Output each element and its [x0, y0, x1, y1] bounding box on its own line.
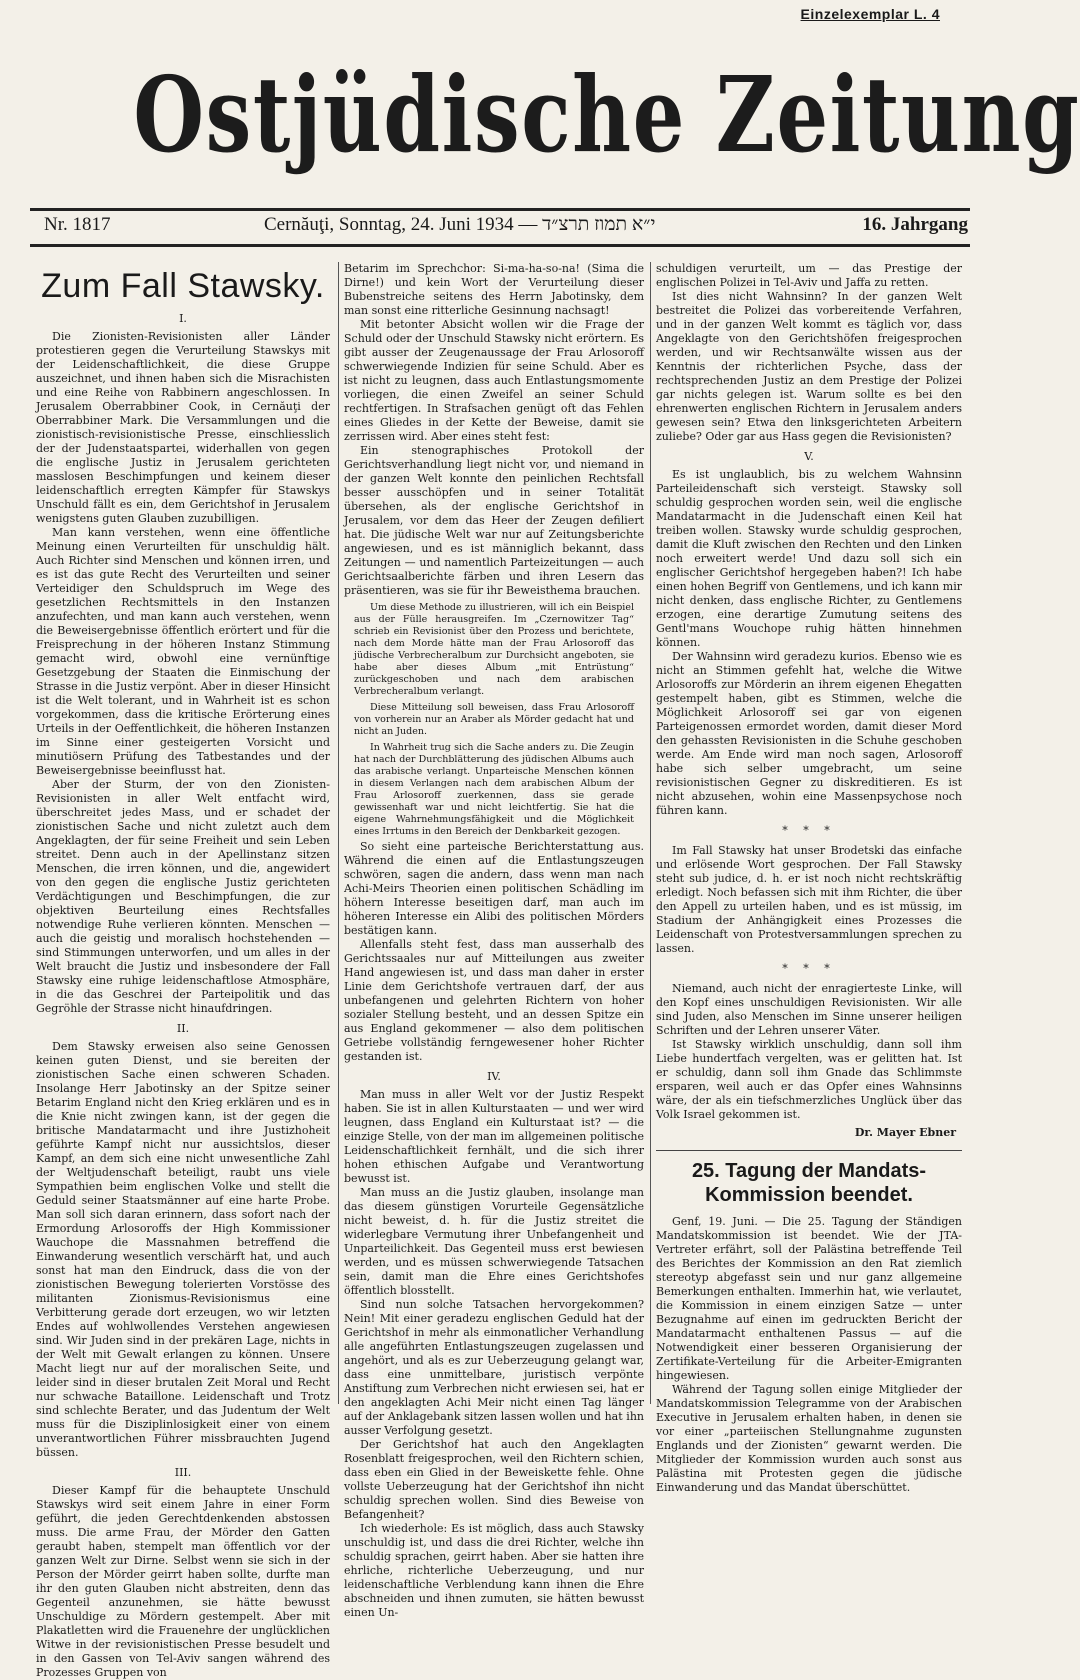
paragraph: Ein stenographisches Protokoll der Gerichtsverhandlung liegt nicht vor, und niemand in der ganzen Welt konnte den peinlichen Rechtsfall besser ausschöpfen und in seiner Totalität übersehen, als der englische Gerichtshof in Jerusalem, vor dem das Heer der Zeugen defiliert hat. Die jüdische Welt war nur auf Zeitungsberichte angewiesen, und es ist männiglich bekannt, dass Zeitungen — und namentlich Parteizeitungen — auch Gerichtsaalberichte färben und ihren Lesern das präsentieren, was sie für ihr Beweisthema brauchen.: [344, 444, 644, 597]
column-1: [36, 262, 330, 1679]
column-divider: [338, 262, 339, 1404]
section-number: III.: [174, 1466, 192, 1479]
paragraph: Ist dies nicht Wahnsinn? In der ganzen Welt bestreitet die Polizei das vorbereitende Verfahren, und in der ganzen Welt kommt es täglich vor, dass Angeklagte von den Gerichtshöfen freigesprochen werden, und wir Rechtsanwälte wissen aus der Kenntnis der richterlichen Psyche, dass der rechtsprechenden Justiz an dem Prestige der Polizei gar nichts gelegen ist. Warum sollte es bei den ehrenwerten englischen Richtern in Jerusalem anders gewesen sein? Etwa den linksgerichteten Arbeitern zuliebe? Oder gar aus Hass gegen die Revisionisten?: [656, 290, 962, 443]
paragraph: Dieser Kampf für die behauptete Unschuld Stawskys wird seit einem Jahre in einer Form geführt, die jeden Gerechtdenkenden abstossen muss. Die arme Frau, der Mörder den Gatten geraubt haben, stempelt man öffentlich vor der ganzen Welt zur Dirne. Selbst wenn sie sich in der Person der Mörder geirrt haben sollte, durfte man ihr den guten Glauben nicht abstreiten, denn das Gegenteil anzunehmen, sie hätte bewusst Unschuldige zu Mördern gestempelt. Aber mit Plakatletten wird die Frauenehre der unglücklichen Witwe in der revisionistischen Presse besudelt und in den Gassen von Tel-Aviv sangen während des Prozesses Gruppen von: [36, 1484, 330, 1679]
paragraph: Im Fall Stawsky hat unser Brodetski das einfache und erlösende Wort gesprochen. Der Fall Stawsky steht sub judice, d. h. er ist noch nicht rechtskräftig erledigt. Noch befassen sich mit ihm Richter, die über den Appell zu urteilen haben, und es ist müssig, im Stadium der Anhängigkeit eines Prozesses die Leidenschaft von Protestversammlungen sprechen zu lassen.: [656, 844, 962, 955]
paragraph: So sieht eine parteische Berichterstattung aus. Während die einen auf die Entlastungszeugen schwören, sagen die andern, dass wenn man nach Achi-Meirs Theorien einen politischen Schädling im höhern Interesse beseitigen darf, man auch im höheren Interesse ein Alibi des politischen Mörders bestätigen kann.: [344, 840, 644, 937]
edition-label: Einzelexemplar L. 4: [800, 6, 940, 22]
masthead-title: Ostjüdische Zeitung: [133, 53, 1080, 176]
paragraph: Während der Tagung sollen einige Mitglieder der Mandatskommission Telegramme von der Arabischen Executive in Jerusalem erhalten haben, in denen sie vor einer „parteiischen Stellungnahme zugunsten Englands und der Zionisten“ gewarnt werden. Die Mitglieder der Kommission wurden auch sonst aus Palästina mit Protesten gegen die jüdische Einwanderung und das Mandat überschüttet.: [656, 1383, 962, 1494]
paragraph: Der Wahnsinn wird geradezu kurios. Ebenso wie es nicht an Stimmen gefehlt hat, welche die Witwe Arlosoroffs zur Mörderin an ihrem eigenen Ehegatten gestempelt haben, gibt es Stimmen, welche die Möglichkeit Arlosoroff sei gar von eigenen Parteigenossen ermordet worden, damit dieser Mord den gehassten Revisionisten in die Schuhe geschoben werde. Am Ende wird man noch sagen, Arlosoroff habe sich selber umgebracht, um seine revisionistischen Gegner zu diskreditieren. Es ist nicht abzusehen, wohin eine Massenpsychose noch führen kann.: [656, 650, 962, 817]
paragraph-small: Diese Mitteilung soll beweisen, dass Frau Arlosoroff von vorherein nur an Araber als Mörder gedacht hat und nicht an Juden.: [354, 702, 634, 737]
paragraph: Man muss an die Justiz glauben, insolange man das diesem günstigen Vorurteile Gegensätzliche nicht beweist, d. h. für die Justiz streitet die widerlegbare Vermutung ihrer Unbefangenheit und Unparteilichkeit. Das Gegenteil muss erst bewiesen werden, und es müssen schwerwiegende Tatsachen sein, damit man die Ehre eines Gerichtshofes öffentlich blosstellt.: [344, 1186, 644, 1297]
section-number: I.: [179, 312, 187, 325]
place-date: Cernăuţi, Sonntag, 24. Juni 1934 — י״א תמוז תרצ״ד: [264, 214, 656, 235]
paragraph: Allenfalls steht fest, dass man ausserhalb des Gerichtssaales nur auf Mitteilungen aus zweiter Hand angewiesen ist, und dass man daher in erster Linie dem Gerichtshofe vertrauen darf, der aus unbefangenen und gelehrten Richtern von hoher sozialer Stellung besteht, und an dessen Spitze ein aus England gekommener — also dem politischen Getriebe vollständig ferngewesener hoher Richter gestanden ist.: [344, 938, 644, 1063]
masthead-rule-bottom: [30, 244, 970, 247]
volume-year: 16. Jahrgang: [862, 214, 968, 235]
paragraph: Es ist unglaublich, bis zu welchem Wahnsinn Parteileidenschaft sich versteigt. Stawsky soll schuldig gesprochen worden sein, weil die englische Mandatarmacht in die Judenschaft einen Keil hat treiben wollen. Stawsky wurde schuldig gesprochen, damit die Kluft zwischen den Rechten und den Linken noch erweitert werde! Und dazu soll sich ein englischer Gerichtshof hergegeben haben?! Ich habe einen hohen Begriff von Gentlemens, und ich kann mir nicht denken, dass englische Richter, zu Gentlemens erzogen, eine derartige Zumutung seitens des Gentl'mans Wouchope ruhig hätten hinnehmen können.: [656, 468, 962, 649]
separator-stars: * * *: [782, 962, 836, 975]
section-number: IV.: [487, 1070, 501, 1083]
paragraph-small: Um diese Methode zu illustrieren, will ich ein Beispiel aus der Fülle herausgreifen. Im „Czernowitzer Tag“ schrieb ein Revisionist über den Prozess und berichtete, nach dem Morde hätte man der Frau Arlosoroff das jüdische Verbrecheralbum zur Durchsicht angeboten, sie habe aber dieses Album „mit Entrüstung“ zurückgeschoben und nach dem arabischen Verbrecheralbum verlangt.: [354, 602, 634, 697]
article-divider: [656, 1150, 962, 1151]
issue-number: Nr. 1817: [44, 214, 111, 235]
paragraph: schuldigen verurteilt, um — das Prestige der englischen Polizei in Tel-Aviv und Jaffa zu retten.: [656, 262, 962, 289]
paragraph: Ist Stawsky wirklich unschuldig, dann soll ihm Liebe hundertfach vergelten, was er gelitten hat. Ist er schuldig, dann soll ihm Gnade das Schlimmste ersparen, weil auch er das Opfer eines Wahnsinns wäre, der als ein tiefschmerzliches Unglück über das Volk Israel gekommen ist.: [656, 1038, 962, 1121]
paragraph: Betarim im Sprechchor: Si-ma-ha-so-na! (Sima die Dirne!) und kein Wort der Verurteilung dieser Bubenstreiche seitens des Herrn Jabotinsky, dem man sonst eine ritterliche Gesinnung nachsagt!: [344, 262, 644, 317]
column-2: [344, 262, 644, 1619]
paragraph: Niemand, auch nicht der enragierteste Linke, will den Kopf eines unschuldigen Revisionisten. Wir alle sind Juden, also Menschen im Sinne unserer heiligen Schriften und der Lehren unserer Väter.: [656, 982, 962, 1037]
author-signature: Dr. Mayer Ebner: [854, 1126, 956, 1139]
paragraph: Der Gerichtshof hat auch den Angeklagten Rosenblatt freigesprochen, weil den Richtern schien, dass eben ein Glied in der Beweiskette fehle. Ohne vollste Ueberzeugung hat der Gerichtshof ihn nicht schuldig sprechen wollen. Sind dies Beweise von Befangenheit?: [344, 1438, 644, 1521]
paragraph-small: In Wahrheit trug sich die Sache anders zu. Die Zeugin hat nach der Durchblätterung des jüdischen Albums auch das arabische verlangt. Unparteische Menschen können in diesem Verlangen nach dem arabischen Album der Frau Arlosoroff zuerkennen, dass sie gerade gewissenhaft war und nicht leichtfertig. Sie hat die eigene Wahrnehmungsfähigkeit und die Möglichkeit eines Irrtums in den Bereich der Denkbarkeit gezogen.: [354, 742, 634, 837]
paragraph: Die Zionisten-Revisionisten aller Länder protestieren gegen die Verurteilung Stawskys mit der Leidenschaftlichkeit, die diese Gruppe auszeichnet, und ihnen haben sich die Misrachisten und eine Reihe von Rabbinern angeschlossen. In Jerusalem Oberrabbiner Cook, in Cernăuţi der Oberrabbiner Mark. Die Versammlungen und die zionistisch-revisionistische Presse, einschliesslich der der Judenstaatspartei, widerhallen von gegen die englische Justiz in Jerusalem gerichteten masslosen Beschimpfungen und keinem dieser leidenschaftlich erregten Kämpfer für Stawskys Unschuld fällt es ein, dem Gerichtshof in Jerusalem wenigstens guten Glauben zuzubilligen.: [36, 330, 330, 525]
paragraph: Man muss in aller Welt vor der Justiz Respekt haben. Sie ist in allen Kulturstaaten — und wer wird leugnen, dass England ein Kulturstaat ist? — die einzige Stelle, von der man im allgemeinen politische Leidenschaftlichkeit fernhält, und die sich ihrer hohen ethischen Aufgabe und Verantwortung bewusst ist.: [344, 1088, 644, 1185]
paragraph: Genf, 19. Juni. — Die 25. Tagung der Ständigen Mandatskommission ist beendet. Wie der JTA-Vertreter erfährt, soll der Palästina betreffende Teil des Berichtes der Kommission an den Rat ziemlich stereotyp abgefasst sein und nur ganz allgemeine Bemerkungen enthalten. Immerhin hat, wie verlautet, die Kommission in einem einzigen Satze — unter Bezugnahme auf einen im gedruckten Bericht der Mandatarmacht enthaltenen Passus — auf die Notwendigkeit einer besseren Organisierung der Zertifikate-Verteilung für die Arbeiter-Emigranten hingewiesen.: [656, 1215, 962, 1382]
separator-stars: * * *: [782, 824, 836, 837]
column-divider: [650, 262, 651, 1404]
section-number: II.: [176, 1022, 190, 1035]
paragraph: Dem Stawsky erweisen also seine Genossen keinen guten Dienst, und sie bereiten der zionistischen Sache einen schweren Schaden. Insolange Herr Jabotinsky an der Spitze seiner Betarim England nicht den Krieg erklären und es in die Knie nicht zwingen kann, ist der gegen die britische Mandatarmacht und ihre Justizhoheit geführte Kampf nicht nur aussichtslos, dieser Kampf, an dem sich eine nicht unwesentliche Zahl der Weltjudenschaft beteiligt, raubt uns viele Sympathien beim englischen Volke und stellt die Geduld seiner Staatsmänner auf eine harte Probe. Man soll sich daran erinnern, dass sofort nach der Ermordung Arlosoroffs der High Kommissioner Wauchope die Massnahmen betreffend die Einwanderung wesentlich verschärft hat, und auch sonst hat man den Eindruck, dass die von der zionistischen Bewegung tolerierten Vorstösse des militanten Zionismus-Revisionismus eine Verbitterung gerade dort erzeugen, wo wir letzten Endes auf wohlwollendes Verstehen angewiesen sind. Wir Juden sind in der prekären Lage, nichts in der Welt mit Gewalt erlangen zu können. Unsere Macht liegt nur auf der moralischen Seite, und leider sind in dieser brutalen Zeit Moral und Recht nur schwache Bataillone. Leidenschaft und Trotz sind schlechte Berater, und das Judentum der Welt muss für die Disziplinlosigkeit einer von einem unverantwortlichen Führer missbrauchten Jugend büssen.: [36, 1040, 330, 1459]
paragraph: Sind nun solche Tatsachen hervorgekommen? Nein! Mit einer geradezu englischen Geduld hat der Gerichtshof in mehr als einmonatlicher Verhandlung alle angeführten Entlastungszeugen zugelassen und angehört, und als es zur Ueberzeugung gelangt war, dass eine unmittelbare, juristisch verpönte Anstiftung zum Verbrechen nicht erwiesen sei, hat er den angeklagten Achi Meir nicht einen Tag länger auf der Anklagebank sitzen lassen wollen und hat ihn ausser Verfolgung gesetzt.: [344, 1298, 644, 1437]
dateline: [44, 214, 968, 242]
masthead: [30, 30, 1080, 200]
article-headline: Zum Fall Stawsky.: [41, 267, 325, 305]
paragraph: Aber der Sturm, der von den Zionisten-Revisionisten in aller Welt entfacht wird, überschreitet jedes Mass, und er schadet der zionistischen Sache und nicht zuletzt auch dem Angeklagten, der für seine Freiheit und sein Leben streitet. Denn auch in der Apellinstanz sitzen Menschen, die irren können, und die, angewidert von den gegen die englische Justiz gerichteten Verdächtigungen und Beschimpfungen, die zur objektiven Beurteilung eines Rechtsfalles notwendige Ruhe verlieren könnten. Menschen — auch die geistig und moralisch hochstehenden — sind Stimmungen unterworfen, und um alles in der Welt braucht die Justiz und insbesondere der Fall Stawsky eine ruhige leidenschaftlose Atmosphäre, in die das Geschrei der Parteipolitik und das Gegröhle der Strasse nicht hinaufdringen.: [36, 778, 330, 1015]
article2-headline: 25. Tagung der Mandats-Kommission beendet.: [691, 1160, 927, 1206]
section-number: V.: [804, 450, 814, 463]
column-3: [656, 262, 962, 1494]
paragraph: Ich wiederhole: Es ist möglich, dass auch Stawsky unschuldig ist, und dass die drei Richter, welche ihn schuldig sprachen, geirrt haben. Aber sie hatten ihre ehrliche, richterliche Ueberzeugung, und nur leidenschaftliche Verblendung kann ihnen die Ehre abschneiden und ihnen zumuten, sie hätten bewusst einen Un-: [344, 1522, 644, 1619]
paragraph: Man kann verstehen, wenn eine öffentliche Meinung einen Verurteilten für unschuldig hält. Auch Richter sind Menschen und können irren, und es ist das gute Recht des Verurteilten und seiner Verteidiger den Schuldspruch im Wege des gesetzlichen Rechtsmittels in den Instanzen anzufechten, und man kann auch verstehen, wenn die Beweisergebnisse öffentlich erörtert und für die Freisprechung in der höheren Instanz Stimmung gemacht wird, obwohl eine vernünftige Gesetzgebung der Staaten die Einmischung der Strasse in die Justiz verpönt. Aber in dieser Hinsicht ist die Welt tolerant, und in Wahrheit ist es schon vorgekommen, dass die kritische Erörterung eines Urteils in der Oeffentlichkeit, die höheren Instanzen im Sinne einer gesteigerten Vorsicht und minutiösern Prüfung des Tatbestandes und der Beweisergebnisse beeinflusst hat.: [36, 526, 330, 777]
masthead-rule-top: [30, 208, 970, 211]
paragraph: Mit betonter Absicht wollen wir die Frage der Schuld oder der Unschuld Stawsky nicht erörtern. Es gibt ausser der Zeugenaussage der Frau Arlosoroff schwerwiegende Indizien für seine Schuld. Aber es ist nicht zu leugnen, dass auch Entlastungsmomente vorliegen, die einen Zweifel an seiner Schuld rechtfertigen. In Strafsachen genügt oft das Fehlen eines Gliedes in der Kette der Beweise, damit sie zerrissen wird. Aber eines steht fest:: [344, 318, 644, 443]
